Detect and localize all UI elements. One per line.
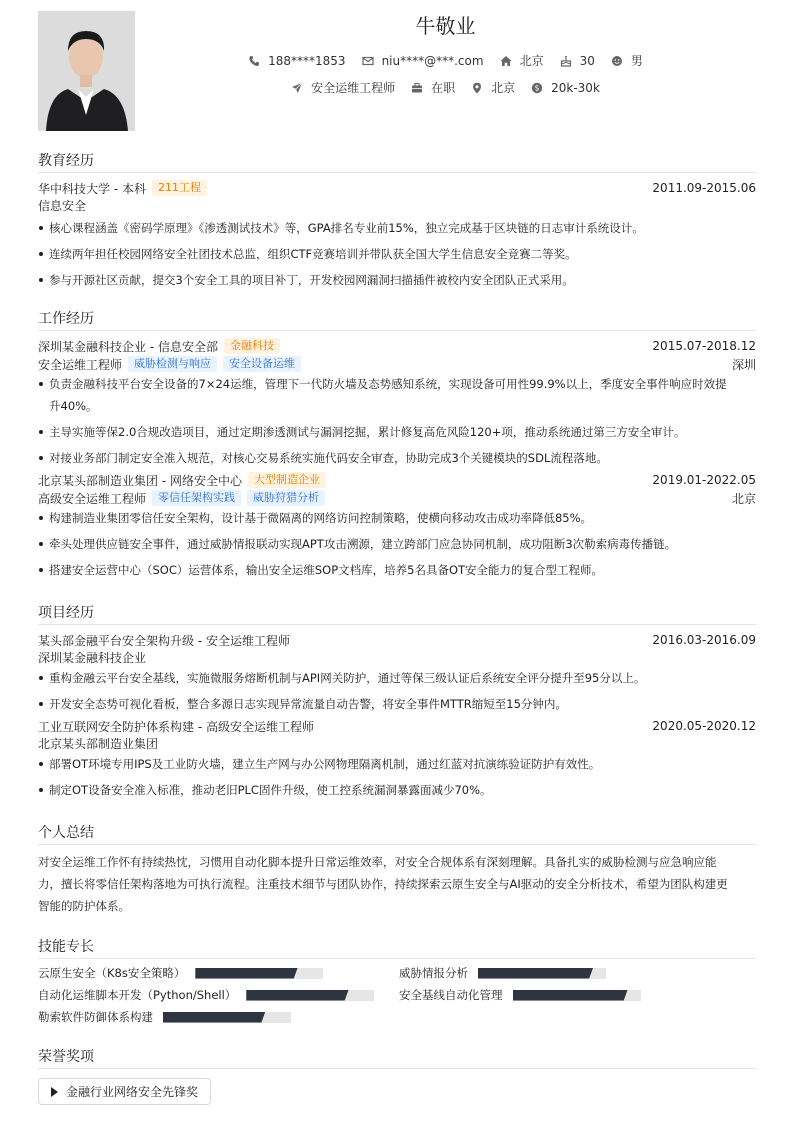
skills-section — [38, 936, 756, 1029]
skill-name: 自动化运维脚本开发（Python/Shell） — [38, 988, 237, 1002]
job-skill-tag: 零信任架构实践 — [152, 490, 241, 506]
list-item: 部署OT环境专用IPS及工业防火墙，建立生产网与办公网物理隔离机制，通过红蓝对抗演练验证防护有效性。 — [38, 753, 756, 775]
list-item: 构建制造业集团零信任安全架构，设计基于微隔离的网络访问控制策略，使横向移动攻击成功率降低85%。 — [38, 507, 756, 529]
summary-line: 对安全运维工作怀有持续热忱，习惯用自动化脚本提升日常运维效率，对安全合规体系有深刻理解。具备扎实的威胁检测与应急响应能 — [38, 855, 717, 869]
project-org: 深圳某金融科技企业 — [38, 651, 147, 665]
job-city: 北京 — [731, 491, 756, 506]
list-item: 对接业务部门制定安全准入规范，对核心交易系统实施代码安全审查，协助完成3个关键模块的SDL流程落地。 — [38, 447, 756, 469]
residence-text: 北京 — [519, 54, 544, 68]
job-bullets — [38, 507, 756, 581]
list-item: 核心课程涵盖《密码学原理》《渗透测试技术》等，GPA排名专业前15%，独立完成基于区块链的日志审计系统设计。 — [38, 217, 756, 239]
project-header — [38, 717, 756, 735]
job-position: 安全运维工程师 — [38, 357, 123, 372]
summary-title: 个人总结 — [38, 822, 756, 845]
skill-item — [399, 987, 641, 1003]
project-date: 2016.03-2016.09 — [652, 633, 756, 647]
summary-line: 智能的防护体系。 — [38, 899, 130, 913]
target-position-info — [291, 79, 395, 96]
target-city-info — [471, 79, 515, 96]
list-item: 参与开源社区贡献，提交3个安全工具的项目补丁，开发校园网漏洞扫描插件被校内安全团队正式采用。 — [38, 269, 756, 291]
email-info — [362, 54, 484, 68]
job-status-info — [411, 79, 455, 96]
skill-bar-fill — [478, 968, 593, 979]
salary-icon — [531, 82, 543, 94]
school-name: 华中科技大学 - 本科 — [38, 181, 146, 196]
skill-bar — [163, 1012, 291, 1023]
list-item: 牵头处理供应链安全事件，通过威胁情报联动实现APT攻击溯源，建立跨部门应急协同机制，成功阻断3次勒索病毒传播链。 — [38, 533, 756, 555]
project-bullets — [38, 667, 756, 715]
skills-title: 技能专长 — [38, 936, 756, 959]
skill-bar-fill — [513, 990, 628, 1001]
mail-icon — [362, 55, 374, 67]
skill-item — [399, 965, 606, 981]
skill-bar-fill — [246, 990, 348, 1001]
list-item-text: 升40%。 — [49, 399, 98, 413]
list-item: 负责金融科技平台安全设备的7×24运维，管理下一代防火墙及态势感知系统，实现设备可用性99.9%以上，季度安全事件响应时效提 — [38, 373, 756, 395]
phone-text: 188****1853 — [268, 53, 346, 68]
skill-name: 云原生安全（K8s安全策略） — [38, 966, 186, 980]
skill-bar — [478, 968, 606, 979]
skill-bar-fill — [195, 968, 297, 979]
education-section — [38, 150, 756, 295]
job-subheader — [38, 355, 756, 373]
send-icon — [291, 82, 303, 94]
summary-line: 力，擅长将零信任架构落地为可执行流程。注重技术细节与团队协作，持续探索云原生安全与AI驱动的安全分析技术，希望为团队构建更 — [38, 877, 728, 891]
education-date: 2011.09-2015.06 — [652, 181, 756, 195]
briefcase-icon — [411, 82, 423, 94]
job-skill-tag: 威胁狩猎分析 — [247, 490, 325, 506]
project-bullets — [38, 753, 756, 801]
contact-row — [135, 52, 756, 69]
projects-section — [38, 602, 756, 805]
skill-bar — [246, 990, 374, 1001]
awards-title: 荣誉奖项 — [38, 1046, 756, 1069]
target-position-text: 安全运维工程师 — [311, 81, 396, 95]
target-city-text: 北京 — [491, 81, 516, 95]
job-intent-row — [135, 79, 756, 96]
award-item[interactable] — [38, 1078, 211, 1105]
gender-icon — [611, 55, 623, 67]
list-item-continuation — [38, 395, 756, 417]
salary-info — [531, 81, 600, 95]
company-tag: 金融科技 — [224, 338, 280, 354]
caret-right-icon — [51, 1087, 58, 1097]
job-header — [38, 471, 756, 489]
job-skill-tag: 安全设备运维 — [223, 356, 301, 372]
job-header — [38, 337, 756, 355]
home-icon — [500, 55, 512, 67]
skill-name: 安全基线自动化管理 — [399, 988, 503, 1002]
awards-section — [38, 1046, 756, 1105]
education-bullets — [38, 217, 756, 291]
job-position: 高级安全运维工程师 — [38, 491, 147, 506]
company-name: 深圳某金融科技企业 - 信息安全部 — [38, 339, 218, 354]
skill-bar — [195, 968, 323, 979]
skills-list — [38, 959, 756, 1029]
skill-name: 勒索软件防御体系构建 — [38, 1010, 153, 1024]
projects-title: 项目经历 — [38, 602, 756, 625]
project-name: 某头部金融平台安全架构升级 - 安全运维工程师 — [38, 633, 290, 648]
svg-text:$: $ — [534, 83, 540, 93]
list-item: 主导实施等保2.0合规改造项目，通过定期渗透测试与漏洞挖掘，累计修复高危风险120+项，推动系统通过第三方安全审计。 — [38, 421, 756, 443]
summary-text — [38, 845, 756, 917]
list-item: 制定OT设备安全准入标准，推动老旧PLC固件升级，使工控系统漏洞暴露面减少70%。 — [38, 779, 756, 801]
job-city: 深圳 — [731, 357, 756, 372]
project-name: 工业互联网安全防护体系构建 - 高级安全运维工程师 — [38, 719, 314, 734]
summary-section — [38, 822, 756, 917]
skill-name: 威胁情报分析 — [399, 966, 468, 980]
cake-icon — [560, 55, 572, 67]
email-text: niu****@***.com — [381, 53, 484, 68]
gender-text: 男 — [630, 54, 643, 68]
list-item: 连续两年担任校园网络安全社团技术总监，组织CTF竞赛培训并带队获全国大学生信息安全竞赛二等奖。 — [38, 243, 756, 265]
residence-info — [500, 52, 544, 69]
list-item: 重构金融云平台安全基线，实施微服务熔断机制与API网关防护，通过等保三级认证后系统安全评分提升至95分以上。 — [38, 667, 756, 689]
skill-item — [38, 965, 323, 981]
job-status-text: 在职 — [431, 81, 456, 95]
school-tag: 211工程 — [152, 180, 207, 196]
list-item: 开发安全态势可视化看板，整合多源日志实现异常流量自动告警，将安全事件MTTR缩短至15分钟内。 — [38, 693, 756, 715]
company-name: 北京某头部制造业集团 - 网络安全中心 — [38, 473, 242, 488]
candidate-name: 牛敬业 — [415, 14, 476, 38]
phone-icon — [248, 55, 260, 67]
age-text: 30 — [579, 53, 595, 68]
list-item: 搭建安全运营中心（SOC）运营体系，输出安全运维SOP文档库，培养5名具备OT安全能力的复合型工程师。 — [38, 559, 756, 581]
skill-item — [38, 1009, 291, 1025]
award-name: 金融行业网络安全先锋奖 — [66, 1085, 199, 1099]
job-skill-tag: 威胁检测与响应 — [128, 356, 217, 372]
project-org: 北京某头部制造业集团 — [38, 737, 159, 751]
location-icon — [471, 82, 483, 94]
company-tag: 大型制造企业 — [248, 472, 326, 488]
work-section — [38, 308, 756, 585]
education-header — [38, 179, 756, 197]
work-title: 工作经历 — [38, 308, 756, 331]
age-info — [560, 54, 595, 68]
gender-info — [611, 52, 643, 69]
major: 信息安全 — [38, 199, 87, 213]
salary-text: 20k-30k — [551, 80, 600, 95]
job-date: 2019.01-2022.05 — [652, 473, 756, 487]
profile-photo — [38, 11, 135, 131]
skill-bar — [513, 990, 641, 1001]
job-bullets — [38, 373, 756, 469]
skill-item — [38, 987, 374, 1003]
job-subheader — [38, 489, 756, 507]
project-date: 2020.05-2020.12 — [652, 719, 756, 733]
job-date: 2015.07-2018.12 — [652, 339, 756, 353]
project-header — [38, 631, 756, 649]
skill-bar-fill — [163, 1012, 265, 1023]
phone-info — [248, 54, 345, 68]
education-title: 教育经历 — [38, 150, 756, 173]
